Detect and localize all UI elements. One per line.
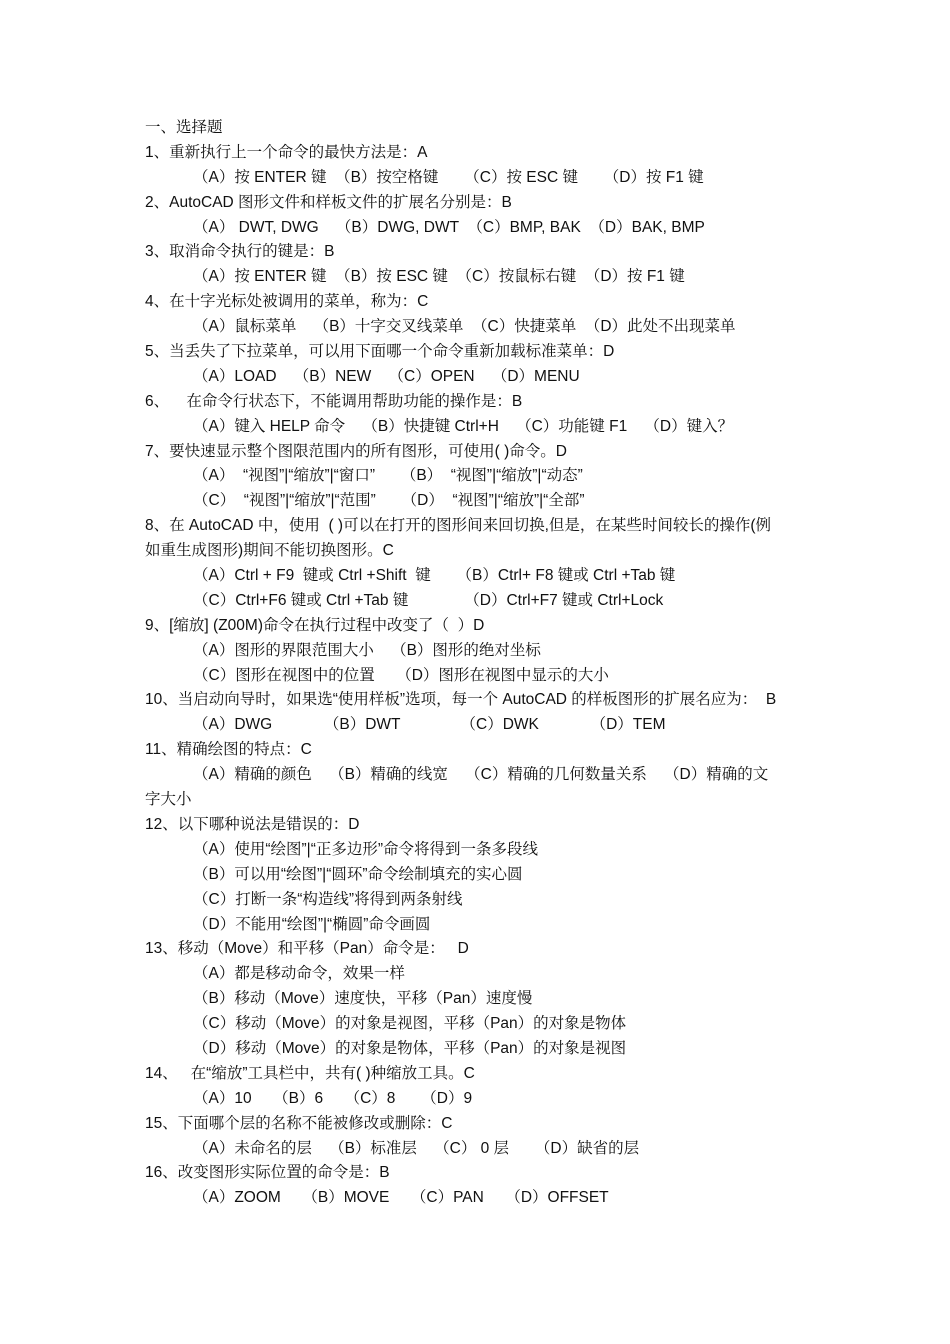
question-line: 15、下面哪个层的名称不能被修改或删除：C bbox=[145, 1114, 453, 1132]
option-line: （D）移动（Move）的对象是物体，平移（Pan）的对象是视图 bbox=[193, 1039, 627, 1057]
question-line: 9、[缩放] (Z00M)命令在执行过程中改变了（ ）D bbox=[145, 616, 485, 634]
option-line: （D）不能用“绘图”|“椭圆”命令画圆 bbox=[193, 915, 431, 933]
question-line: 13、移动（Move）和平移（Pan）命令是： D bbox=[145, 940, 469, 958]
continuation-line: 如重生成图形)期间不能切换图形。C bbox=[145, 542, 394, 560]
question-line: 1、重新执行上一个命令的最快方法是：A bbox=[145, 143, 428, 161]
option-line: （A）DWG （B）DWT （C）DWK （D）TEM bbox=[193, 716, 666, 734]
option-line: （A）按 ENTER 键 （B）按空格键 （C）按 ESC 键 （D）按 F1 键 bbox=[193, 168, 704, 186]
option-line: （A） “视图”|“缩放”|“窗口” （B） “视图”|“缩放”|“动态” bbox=[193, 467, 583, 485]
option-line: （A）图形的界限范围大小 （B）图形的绝对坐标 bbox=[193, 641, 541, 659]
question-line: 14、 在“缩放”工具栏中，共有( )种缩放工具。C bbox=[145, 1064, 475, 1082]
question-line: 7、要快速显示整个图限范围内的所有图形，可使用( )命令。D bbox=[145, 442, 567, 460]
option-line: （A）精确的颜色 （B）精确的线宽 （C）精确的几何数量关系 （D）精确的文 bbox=[193, 766, 769, 784]
question-line: 6、 在命令行状态下，不能调用帮助功能的操作是：B bbox=[145, 392, 523, 410]
question-line: 5、当丢失了下拉菜单，可以用下面哪一个命令重新加载标准菜单：D bbox=[145, 343, 615, 361]
option-line: （A）ZOOM （B）MOVE （C）PAN （D）OFFSET bbox=[193, 1189, 609, 1207]
question-line: 12、以下哪种说法是错误的：D bbox=[145, 815, 360, 833]
question-line: 16、改变图形实际位置的命令是：B bbox=[145, 1164, 390, 1182]
option-line: （C）Ctrl+F6 键或 Ctrl +Tab 键 （D）Ctrl+F7 键或 Ctrl+Lock bbox=[193, 591, 664, 609]
option-line: （C）图形在视图中的位置 （D）图形在视图中显示的大小 bbox=[193, 666, 609, 684]
option-line: （A）Ctrl + F9 键或 Ctrl +Shift 键 （B）Ctrl+ F8 键或 Ctrl +Tab 键 bbox=[193, 567, 676, 585]
question-line: 3、取消命令执行的键是：B bbox=[145, 243, 335, 261]
option-line: （A）鼠标菜单 （B）十字交叉线菜单 （C）快捷菜单 （D）此处不出现菜单 bbox=[193, 318, 736, 336]
option-line: （B）可以用“绘图”|“圆环”命令绘制填充的实心圆 bbox=[193, 865, 523, 883]
option-line: （C）打断一条“构造线”将得到两条射线 bbox=[193, 890, 463, 908]
question-line: 2、AutoCAD 图形文件和样板文件的扩展名分别是：B bbox=[145, 193, 512, 211]
question-list bbox=[145, 116, 815, 1211]
option-line: （A）按 ENTER 键 （B）按 ESC 键 （C）按鼠标右键 （D）按 F1 键 bbox=[193, 268, 685, 286]
question-line: 10、当启动向导时，如果选“使用样板”选项，每一个 AutoCAD 的样板图形的扩展名应为： B bbox=[145, 691, 777, 709]
option-line: （C）移动（Move）的对象是视图，平移（Pan）的对象是物体 bbox=[193, 1015, 627, 1033]
section-heading: 一、选择题 bbox=[145, 119, 223, 136]
option-line: （A）使用“绘图”|“正多边形”命令将得到一条多段线 bbox=[193, 840, 539, 858]
question-line: 11、精确绘图的特点：C bbox=[145, 741, 312, 759]
question-line: 8、在 AutoCAD 中，使用 ( )可以在打开的图形间来回切换,但是，在某些时间较长的操作(例 bbox=[145, 517, 772, 535]
option-line: （C） “视图”|“缩放”|“范围” （D） “视图”|“缩放”|“全部” bbox=[193, 492, 585, 510]
option-line: （A）未命名的层 （B）标准层 （C） 0 层 （D）缺省的层 bbox=[193, 1139, 640, 1157]
option-line: （A）LOAD （B）NEW （C）OPEN （D）MENU bbox=[193, 367, 580, 385]
option-line: （A）键入 HELP 命令 （B）快捷键 Ctrl+H （C）功能键 F1 （D）键入？ bbox=[193, 417, 734, 435]
option-line: （A）10 （B）6 （C）8 （D）9 bbox=[193, 1089, 473, 1107]
question-line: 4、在十字光标处被调用的菜单，称为：C bbox=[145, 293, 429, 311]
option-line: （B）移动（Move）速度快，平移（Pan）速度慢 bbox=[193, 990, 533, 1008]
option-line: （A） DWT, DWG （B）DWG, DWT （C）BMP, BAK （D）BAK, BMP bbox=[193, 218, 705, 236]
continuation-line: 字大小 bbox=[145, 791, 192, 809]
option-line: （A）都是移动命令，效果一样 bbox=[193, 965, 405, 983]
